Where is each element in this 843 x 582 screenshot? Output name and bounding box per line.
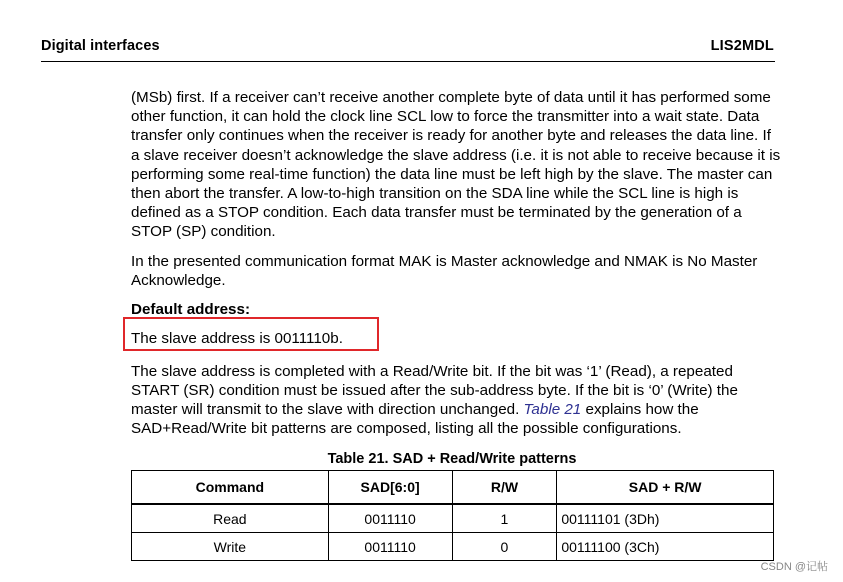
cell-sad: 0011110	[328, 533, 452, 561]
header-rw: R/W	[452, 471, 557, 505]
cell-sad-rw: 00111101 (3Dh)	[557, 504, 774, 533]
header-sad-rw: SAD + R/W	[557, 471, 774, 505]
table-caption: Table 21. SAD + Read/Write patterns	[327, 451, 577, 467]
header-command: Command	[132, 471, 329, 505]
cell-command: Read	[132, 504, 329, 533]
watermark: CSDN @记帖	[760, 561, 828, 573]
table-row	[132, 533, 774, 561]
paragraph-i2c-transfer: (MSb) first. If a receiver can’t receive another complete byte of data until it has performed some other function, it can hold the clock line SCL low to force the transmitter into a wait state. Data transfer only continues when the receiver is ready for another byte and releases the data line. If a slave receiver doesn’t acknowledge the slave address (i.e. it is not able to receive because it is performing some real-time function) the data line must be left high by the slave. The master can then abort the transfer. A low-to-high transition on the SDA line while the SCL line is high is defined as a STOP condition. Each data transfer must be terminated by the generation of a STOP (SP) condition.	[131, 89, 781, 241]
section-title: Digital interfaces	[41, 38, 160, 54]
cell-command: Write	[132, 533, 329, 561]
paragraph-mak: In the presented communication format MAK is Master acknowledge and NMAK is No Master Acknowledge.	[131, 253, 758, 290]
cell-sad-rw: 00111100 (3Ch)	[557, 533, 774, 561]
sad-rw-table	[131, 470, 774, 561]
part-number: LIS2MDL	[710, 38, 774, 54]
paragraph-read-write-text: The slave address is completed with a Read/Write bit. If the bit was ‘1’ (Read), a repeated START (SR) condition must be issued after the sub-address byte. If the bit is ‘0’ (Write) the master will transmit to the slave with direction unchanged.	[131, 362, 738, 419]
table-row	[132, 504, 774, 533]
table-header-row	[132, 471, 774, 505]
paragraph-read-write	[131, 362, 781, 439]
header-sad: SAD[6:0]	[328, 471, 452, 505]
slave-address-line: The slave address is 0011110b.	[131, 329, 343, 347]
table-21-link[interactable]: Table 21	[523, 401, 582, 419]
cell-rw: 1	[452, 504, 557, 533]
cell-sad: 0011110	[328, 504, 452, 533]
slave-address-highlight	[123, 317, 379, 351]
paragraph-read-write-text-end: explains how the SAD+Read/Write bit patterns are composed, listing all the possible configurations.	[131, 401, 699, 438]
header-divider	[41, 61, 775, 62]
default-address-heading: Default address:	[131, 301, 251, 319]
body-text	[131, 88, 781, 439]
cell-rw: 0	[452, 533, 557, 561]
